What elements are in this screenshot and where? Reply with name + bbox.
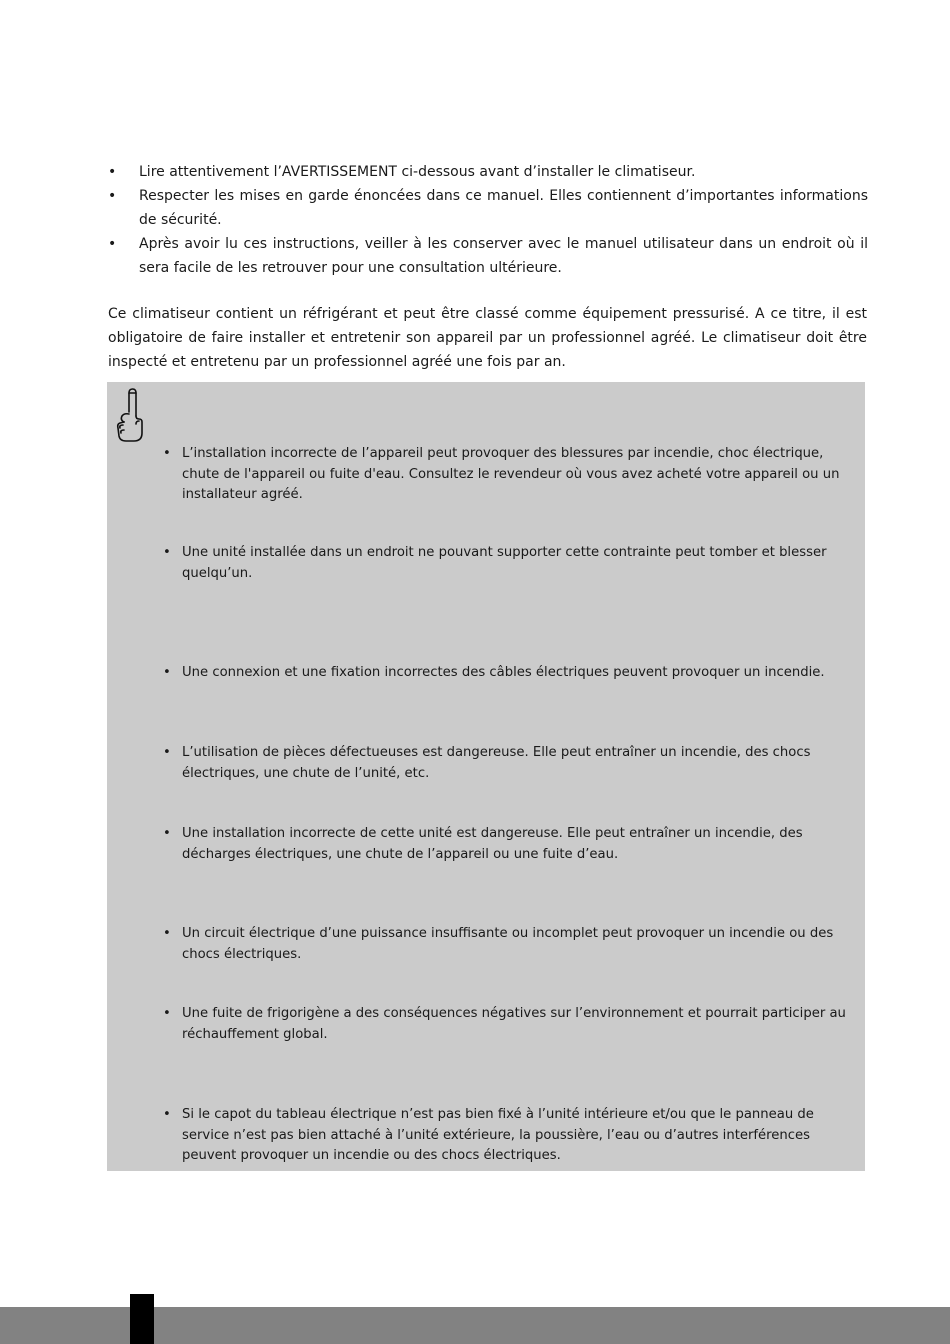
warning-item bbox=[163, 1004, 858, 1045]
bullet-symbol: • bbox=[163, 926, 171, 941]
bullet-symbol: • bbox=[108, 236, 117, 252]
warning-item bbox=[163, 924, 858, 965]
bullet-symbol: • bbox=[108, 188, 117, 204]
bullet-symbol: • bbox=[163, 665, 171, 680]
footer-page-tab bbox=[130, 1294, 154, 1344]
bullet-symbol: • bbox=[108, 164, 117, 180]
warning-box bbox=[107, 382, 865, 1171]
bullet-symbol: • bbox=[163, 1107, 171, 1122]
list-item bbox=[108, 160, 868, 184]
intro-bullet-list bbox=[108, 160, 868, 280]
warning-item-text: Si le capot du tableau électrique n’est pas bien fixé à l’unité intérieure et/ou que le panneau de service n’est pas bien attaché à l’unité extérieure, la poussière, l’eau ou d’autres interférences peuvent provoquer un incendie ou des chocs électriques. bbox=[182, 1107, 814, 1163]
warning-item-text: L’installation incorrecte de l’appareil peut provoquer des blessures par incendie, choc électrique, chute de l'appareil ou fuite d'eau. Consultez le revendeur où vous avez acheté votre appareil ou un installateur agréé. bbox=[182, 446, 840, 502]
warning-item bbox=[163, 824, 858, 865]
bullet-symbol: • bbox=[163, 446, 171, 461]
warning-item-text: Une connexion et une fixation incorrectes des câbles électriques peuvent provoquer un incendie. bbox=[182, 665, 825, 680]
warning-item bbox=[163, 444, 858, 506]
list-item-text: Lire attentivement l’AVERTISSEMENT ci-dessous avant d’installer le climatiseur. bbox=[139, 164, 696, 180]
warning-item bbox=[163, 663, 858, 684]
pointing-hand-icon bbox=[114, 386, 148, 444]
refrigerant-paragraph: Ce climatiseur contient un réfrigérant et peut être classé comme équipement pressurisé. A ce titre, il est obligatoire de faire installer et entretenir son appareil par un professionnel agréé. Le climatiseur doit être inspecté et entretenu par un professionnel agréé une fois par an. bbox=[108, 306, 867, 370]
warning-item-text: Une installation incorrecte de cette unité est dangereuse. Elle peut entraîner un incendie, des décharges électriques, une chute de l’appareil ou une fuite d’eau. bbox=[182, 826, 803, 862]
warning-item bbox=[163, 543, 858, 584]
bullet-symbol: • bbox=[163, 545, 171, 560]
warning-item bbox=[163, 1105, 858, 1167]
list-item-text: Respecter les mises en garde énoncées dans ce manuel. Elles contiennent d’importantes informations de sécurité. bbox=[139, 188, 868, 228]
bullet-symbol: • bbox=[163, 826, 171, 841]
warning-item bbox=[163, 743, 858, 784]
bullet-symbol: • bbox=[163, 1006, 171, 1021]
warning-item-text: Un circuit électrique d’une puissance insuffisante ou incomplet peut provoquer un incendie ou des chocs électriques. bbox=[182, 926, 834, 962]
list-item bbox=[108, 184, 868, 232]
warning-item-text: L’utilisation de pièces défectueuses est dangereuse. Elle peut entraîner un incendie, des chocs électriques, une chute de l’unité, etc. bbox=[182, 745, 811, 781]
bullet-symbol: • bbox=[163, 745, 171, 760]
list-item bbox=[108, 232, 868, 280]
list-item-text: Après avoir lu ces instructions, veiller à les conserver avec le manuel utilisateur dans un endroit où il sera facile de les retrouver pour une consultation ultérieure. bbox=[139, 236, 868, 276]
warning-item-text: Une unité installée dans un endroit ne pouvant supporter cette contrainte peut tomber et blesser quelqu’un. bbox=[182, 545, 827, 581]
warning-item-text: Une fuite de frigorigène a des conséquences négatives sur l’environnement et pourrait participer au réchauffement global. bbox=[182, 1006, 846, 1042]
